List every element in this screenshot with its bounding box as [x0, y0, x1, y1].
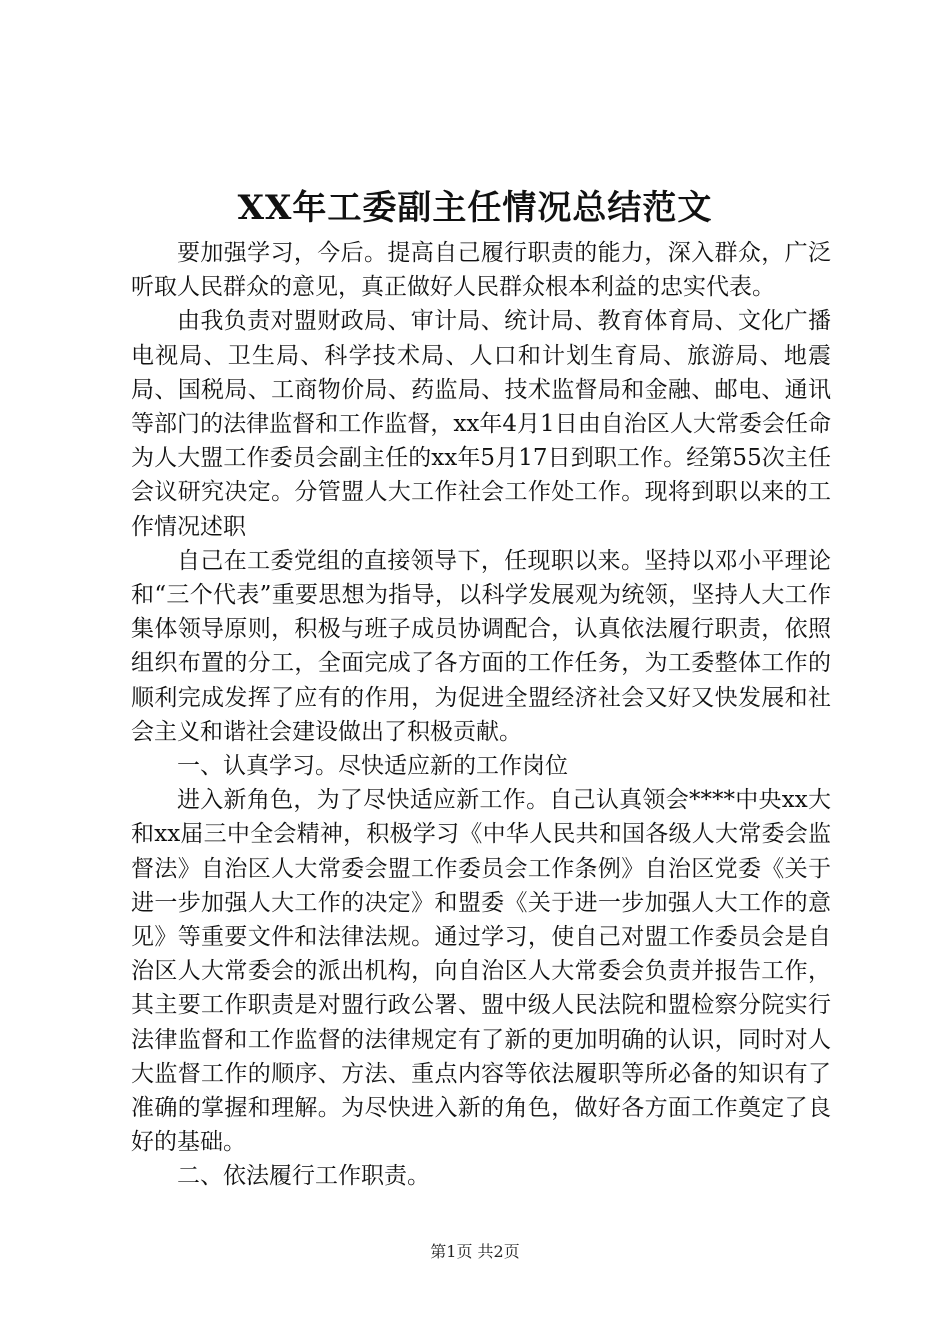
page-footer: 第1页 共2页: [430, 1242, 520, 1261]
paragraph-study: 进入新角色，为了尽快适应新工作。自己认真领会****中央xx大和xx届三中全会精神，积极学习《中华人民共和国各级人大常委会监督法》自治区人大常委会盟工作委员会工作条例》自治区党委《关于进一步加强人大工作的决定》和盟委《关于进一步加强人大工作的意见》等重要文件和法律法规。通过学习，使自己对盟工作委员会是自治区人大常委会的派出机构，向自治区人大常委会负责并报告工作，其主要工作职责是对盟行政公署、盟中级人民法院和盟检察分院实行法律监督和工作监督的法律规定有了新的更加明确的认识，同时对人大监督工作的顺序、方法、重点内容等依法履职等所必备的知识有了准确的掌握和理解。为尽快进入新的角色，做好各方面工作奠定了良好的基础。: [131, 787, 831, 1156]
document-body: [131, 236, 831, 1194]
section-heading-2: 二、依法履行工作职责。: [177, 1163, 430, 1190]
section-heading-1: 一、认真学习。尽快适应新的工作岗位: [177, 753, 568, 780]
paragraph-leadership: 自己在工委党组的直接领导下，任现职以来。坚持以邓小平理论和“三个代表”重要思想为指导，以科学发展观为统领，坚持人大工作集体领导原则，积极与班子成员协调配合，认真依法履行职责，依照组织布置的分工，全面完成了各方面的工作任务，为工委整体工作的顺利完成发挥了应有的作用，为促进全盟经济社会又好又快发展和社会主义和谐社会建设做出了积极贡献。: [131, 547, 831, 745]
paragraph-intro: 要加强学习，今后。提高自己履行职责的能力，深入群众，广泛听取人民群众的意见，真正做好人民群众根本利益的忠实代表。: [131, 240, 831, 301]
paragraph-responsibilities: 由我负责对盟财政局、审计局、统计局、教育体育局、文化广播电视局、卫生局、科学技术局、人口和计划生育局、旅游局、地震局、国税局、工商物价局、药监局、技术监督局和金融、邮电、通讯等部门的法律监督和工作监督，xx年4月1日由自治区人大常委会任命为人大盟工作委员会副主任的xx年5月17日到职工作。经第55次主任会议研究决定。分管盟人大工作社会工作处工作。现将到职以来的工作情况述职: [131, 308, 831, 540]
document-title: XX年工委副主任情况总结范文: [237, 188, 713, 228]
